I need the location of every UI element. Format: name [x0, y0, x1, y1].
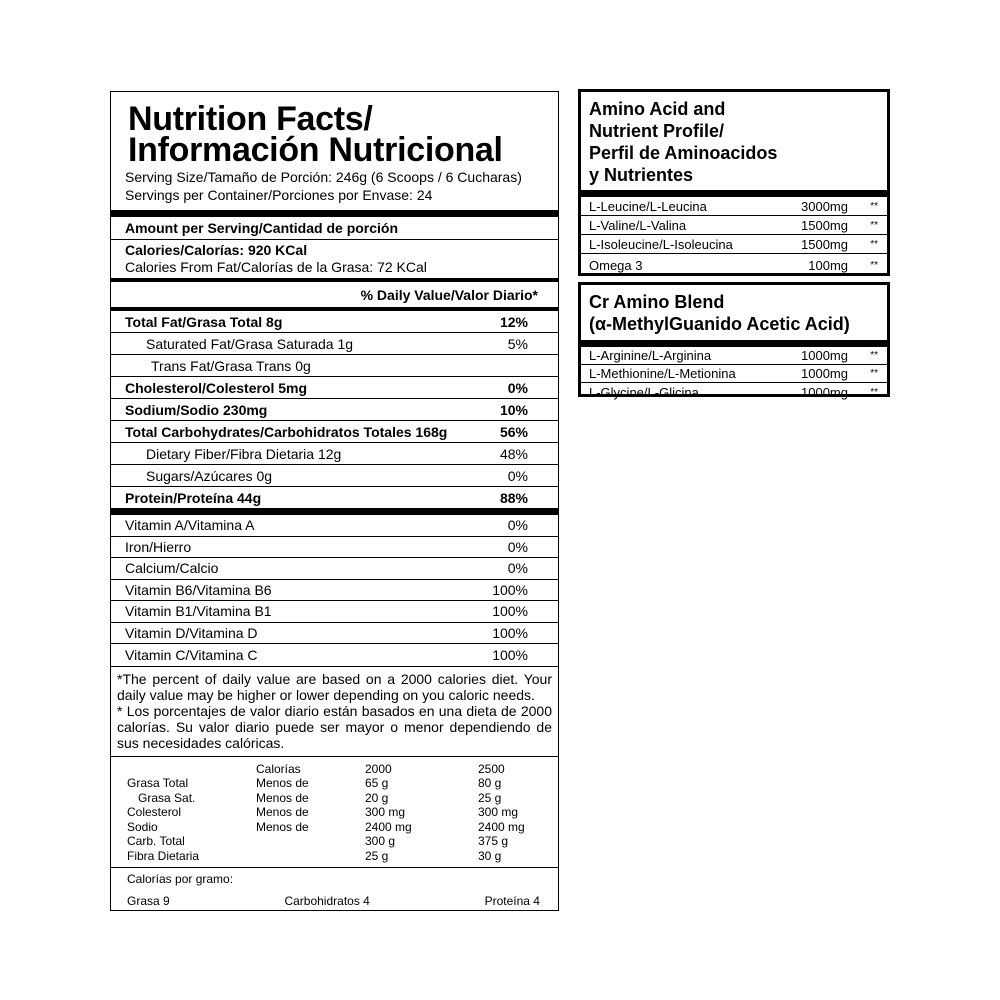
dv-table-row: Sodio Menos de 2400 mg 2400 mg	[127, 819, 525, 834]
thick-divider	[111, 210, 558, 217]
calories-per-gram-values	[127, 894, 542, 908]
vitamin-row	[111, 580, 558, 602]
amino-name: Omega 3	[589, 257, 643, 273]
amino-row	[581, 216, 887, 235]
nutrient-label: Dietary Fiber/Fibra Dietaria 12g	[146, 445, 342, 462]
amino-list	[581, 197, 887, 276]
amount-header-label: Amount per Serving/Cantidad de porción	[125, 220, 399, 236]
vitamin-pct: 100%	[492, 603, 528, 620]
vitamin-label: Vitamin B6/Vitamina B6	[125, 581, 272, 598]
vitamin-label: Vitamin A/Vitamina A	[125, 517, 255, 534]
amino-title-line-3: Perfil de Aminoacidos	[589, 143, 778, 163]
vitamin-pct: 100%	[492, 581, 528, 598]
cr-blend-name: L-Arginine/L-Arginina	[589, 348, 712, 363]
thick-divider	[581, 190, 887, 197]
nutrition-facts-panel	[110, 91, 559, 911]
footnote-english: *The percent of daily value are based on a 2000 calories diet. Your daily value may be higher or lower depending on you caloric needs.	[117, 670, 552, 703]
nutrient-label: Total Fat/Grasa Total 8g	[125, 313, 283, 330]
amino-row	[581, 254, 887, 276]
vitamin-label: Vitamin C/Vitamina C	[125, 646, 258, 663]
servings-per-container: Servings per Container/Porciones por Envase: 24	[125, 187, 433, 203]
nutrient-pct: 12%	[499, 313, 528, 330]
nutrient-label: Trans Fat/Grasa Trans 0g	[151, 357, 311, 374]
amino-mark: **	[870, 200, 878, 212]
nutrient-pct: 48%	[499, 445, 528, 462]
cr-title-line-2: (α-MethylGuanido Acetic Acid)	[589, 314, 850, 334]
amino-title-line-4: y Nutrientes	[589, 165, 694, 185]
amount-per-serving-header	[111, 217, 558, 239]
cr-amino-blend-panel	[578, 282, 890, 400]
amino-name: L-Isoleucine/L-Isoleucina	[589, 236, 733, 252]
amino-amount: 100mg	[808, 257, 848, 273]
amino-name: L-Leucine/L-Leucina	[589, 198, 707, 214]
amino-profile-title	[581, 92, 887, 190]
vitamin-row	[111, 515, 558, 537]
amino-row	[581, 235, 887, 254]
nutrient-row-protein	[111, 487, 558, 508]
amino-mark: **	[870, 259, 878, 271]
cr-blend-title	[581, 285, 887, 340]
nutrient-label: Sodium/Sodio 230mg	[125, 401, 268, 418]
carbs-per-gram: Carbohidratos 4	[284, 894, 370, 908]
amino-title-line-1: Amino Acid and	[589, 99, 726, 119]
nutrient-label: Total Carbohydrates/Carbohidratos Totales 168g	[125, 423, 448, 440]
cr-blend-row	[581, 365, 887, 383]
nutrient-pct: 10%	[499, 401, 528, 418]
nutrient-pct: 88%	[499, 489, 528, 506]
vitamin-label: Vitamin B1/Vitamina B1	[125, 603, 272, 620]
dv-table-row: Carb. Total 300 g 375 g	[127, 834, 509, 848]
nutrient-pct: 0%	[507, 379, 528, 396]
cr-blend-name: L-Glycine/L-Glicina	[589, 384, 699, 400]
vitamin-label: Iron/Hierro	[125, 538, 192, 555]
cr-blend-mark: **	[870, 368, 878, 379]
nutrient-row-total-fat	[111, 311, 558, 332]
vitamin-pct: 100%	[492, 646, 528, 663]
vitamin-row	[111, 537, 558, 559]
nutrient-pct: 0%	[507, 467, 528, 484]
footnote-spanish: * Los porcentajes de valor diario están basados en una dieta de 2000 calorías. Su valor diario puede ser mayor o menor dependiendo de sus necesidades calóricas.	[117, 702, 552, 751]
nutrient-row-cholesterol	[111, 377, 558, 398]
vitamin-label: Calcium/Calcio	[125, 560, 219, 577]
daily-value-header: % Daily Value/Valor Diario*	[360, 287, 538, 303]
nutrient-label: Protein/Proteína 44g	[125, 489, 262, 506]
fat-per-gram: Grasa 9	[127, 894, 170, 908]
vitamin-pct: 0%	[507, 538, 528, 555]
vitamin-row	[111, 601, 558, 623]
amino-mark: **	[870, 219, 878, 231]
daily-value-reference-table	[111, 757, 558, 868]
nutrient-row-sodium	[111, 399, 558, 420]
dv-table-row: Grasa Total Menos de 65 g 80 g	[127, 776, 502, 790]
dv-table-row: Grasa Sat. Menos de 20 g 25 g	[138, 790, 502, 805]
calories-from-fat: Calories From Fat/Calorías de la Grasa: 72 KCal	[125, 259, 427, 275]
title-line-2: Información Nutricional	[128, 131, 503, 169]
vitamin-pct: 0%	[507, 517, 528, 534]
vitamin-list	[111, 515, 558, 666]
amino-amount: 1500mg	[801, 236, 848, 252]
nutrition-title	[128, 100, 558, 169]
nutrient-pct: 5%	[507, 335, 528, 352]
vitamin-row	[111, 558, 558, 580]
nutrient-label: Cholesterol/Colesterol 5mg	[125, 379, 308, 396]
cr-blend-list	[581, 347, 887, 401]
cr-blend-amount: 1000mg	[801, 366, 848, 381]
title-line-1: Nutrition Facts/	[128, 100, 373, 138]
serving-size: Serving Size/Tamaño de Porción: 246g (6 Scoops / 6 Cucharas)	[125, 169, 522, 185]
vitamin-pct: 0%	[507, 560, 528, 577]
dv-table-header: Calorías 2000 2500	[256, 761, 505, 776]
cr-blend-mark: **	[870, 386, 878, 398]
nutrient-row-saturated-fat	[111, 333, 558, 354]
vitamin-label: Vitamin D/Vitamina D	[125, 624, 258, 641]
vitamin-pct: 100%	[492, 624, 528, 641]
thick-divider	[111, 508, 558, 515]
calories-per-gram	[111, 868, 558, 908]
cr-blend-amount: 1000mg	[801, 348, 848, 363]
amino-row	[581, 197, 887, 216]
footnote	[111, 667, 558, 756]
nutrient-row-sugars	[111, 465, 558, 486]
amino-title-line-2: Nutrient Profile/	[589, 121, 725, 141]
protein-per-gram: Proteína 4	[484, 894, 540, 908]
dv-table-row: Colesterol Menos de 300 mg 300 mg	[127, 805, 519, 819]
amino-acid-profile-panel	[578, 89, 890, 276]
thick-divider	[581, 340, 887, 347]
amino-mark: **	[870, 238, 878, 250]
dv-table-row: Fibra Dietaria 25 g 30 g	[127, 848, 502, 863]
amino-amount: 1500mg	[801, 217, 848, 233]
amino-name: L-Valine/L-Valina	[589, 217, 687, 233]
amino-amount: 3000mg	[801, 198, 848, 214]
cr-title-line-1: Cr Amino Blend	[589, 292, 725, 312]
nutrient-label: Saturated Fat/Grasa Saturada 1g	[146, 335, 354, 352]
vitamin-row	[111, 644, 558, 666]
nutrient-row-trans-fat	[111, 355, 558, 376]
cr-blend-row	[581, 347, 887, 365]
nutrient-row-total-carbohydrates	[111, 421, 558, 442]
cr-blend-name: L-Methionine/L-Metionina	[589, 366, 736, 381]
cr-blend-mark: **	[870, 350, 878, 361]
nutrient-label: Sugars/Azúcares 0g	[146, 467, 273, 484]
nutrient-row-dietary-fiber	[111, 443, 558, 464]
calories-block	[111, 240, 558, 278]
vitamin-row	[111, 623, 558, 645]
cr-blend-row	[581, 383, 887, 401]
nutrient-pct: 56%	[499, 423, 528, 440]
calories: Calories/Calorías: 920 KCal	[125, 242, 308, 258]
calories-per-gram-title: Calorías por gramo:	[127, 872, 234, 886]
cr-blend-amount: 1000mg	[801, 384, 848, 400]
